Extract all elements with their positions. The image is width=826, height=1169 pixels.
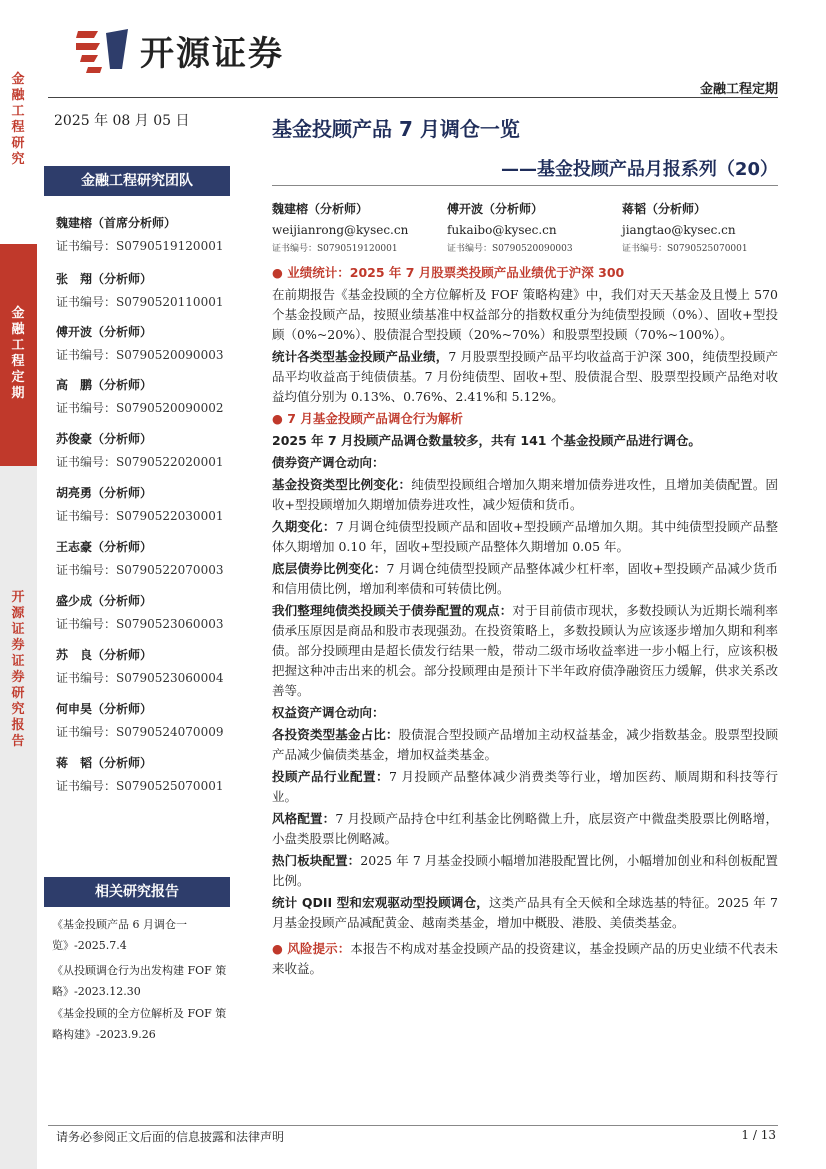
sidebar-top [0,0,37,244]
member-cert: 证书编号：S0790523060004 [56,671,224,685]
subheading: 债券资产调仓动向： [272,455,385,470]
member-name: 魏建榕（首席分析师） [56,216,177,230]
author-cert: 证书编号：S0790519120001 [272,244,398,254]
sidebar-top-label: 金融工程研究 [11,72,25,167]
author-email[interactable]: jiangtao@kysec.cn [622,223,736,237]
related-report[interactable]: 《从投顾调仓行为出发构建 FOF 策略》-2023.12.30 [52,964,227,998]
paragraph [272,347,778,407]
paragraph [272,559,778,599]
team-member [56,754,223,794]
risk-warning: ● 风险提示：本报告不构成对基金投顾产品的投资建议，基金投顾产品的历史业绩不代表未来收益。 [272,941,778,976]
member-cert: 证书编号：S0790520090003 [56,348,224,362]
brand-logo [76,26,284,75]
header-divider [48,97,778,98]
member-cert: 证书编号：S0790522070003 [56,563,224,577]
paragraph [272,517,778,557]
member-cert: 证书编号：S0790520090002 [56,401,224,415]
lead-text: 基金投资类型比例变化： [272,477,412,492]
member-name: 胡亮勇（分析师） [56,486,153,500]
lead-text: 统计 QDII 型和宏观驱动型投顾调仓， [272,895,489,910]
author-2 [447,200,573,254]
author-name: 傅开波（分析师） [447,202,544,216]
member-cert: 证书编号：S0790525070001 [56,779,224,793]
team-heading: 金融工程研究团队 [44,166,230,196]
author-cert: 证书编号：S0790525070001 [622,244,748,254]
lead-text: 久期变化： [272,519,336,534]
section-1-title: 业绩统计：2025 年 7 月股票类投顾产品业绩优于沪深 300 [287,265,625,280]
sidebar-bottom [0,466,37,1169]
author-email[interactable]: fukaibo@kysec.cn [447,223,557,237]
author-name: 魏建榕（分析师） [272,202,369,216]
team-member [56,323,223,363]
page-title: 基金投顾产品 7 月调仓一览 [272,117,520,141]
paragraph [272,725,778,765]
body-text: 7 月投顾产品整体减少消费类等行业，增加医药、顺周期和科技等行业。 [272,769,778,804]
team-member [56,538,223,578]
paragraph [272,809,778,849]
body-text: 7 月股票型投顾产品平均收益高于沪深 300，纯债型投顾产品平均收益高于纯债债基。7 月份纯债型、固收+型、股债混合型、股票型投顾产品绝对收益均值分别为 0.13%、0.76%、2.41%和 5.12%。 [272,349,778,404]
member-name: 何申昊（分析师） [56,702,153,716]
lead-text: 我们整理纯债类投顾关于债券配置的观点： [272,603,513,618]
paragraph: 2025 年 7 月投顾产品调仓数量较多，共有 141 个基金投顾产品进行调仓。 [272,433,701,448]
related-report[interactable]: 《基金投顾产品 6 月调仓一览》-2025.7.4 [52,918,187,952]
author-1 [272,200,408,254]
team-member [56,646,223,686]
author-name: 蒋韬（分析师） [622,202,707,216]
risk-text: 本报告不构成对基金投顾产品的投资建议，基金投顾产品的历史业绩不代表未来收益。 [272,941,778,976]
member-cert: 证书编号：S0790519120001 [56,239,224,253]
member-name: 蒋 韬（分析师） [56,756,153,770]
footer-divider [48,1125,778,1126]
member-cert: 证书编号：S0790522020001 [56,455,224,469]
member-cert: 证书编号：S0790522030001 [56,509,224,523]
member-name: 傅开波（分析师） [56,325,153,339]
sidebar-middle [0,244,37,466]
paragraph: 在前期报告《基金投顾的全方位解析及 FOF 策略构建》中，我们对天天基金及且慢上 570 个基金投顾产品，按照业绩基准中权益部分的指数权重分为纯债型投顾（0%）、固收+型投顾（0%~20%）、股债混合型投顾（20%~70%）和股票型投顾（70%~100%）。 [272,287,778,342]
brand-name: 开源证券 [140,34,284,74]
team-member [56,270,223,310]
author-3 [622,200,748,254]
paragraph [272,475,778,515]
sidebar-middle-label: 金融工程定期 [11,306,25,401]
body-text: 7 月投顾产品持仓中红利基金比例略微上升，底层资产中微盘类股票比例略增，小盘类股票比例略减。 [272,811,778,846]
body-text: 2025 年 7 月基金投顾小幅增加港股配置比例，小幅增加创业和科创板配置比例。 [272,853,778,888]
member-name: 盛少成（分析师） [56,594,153,608]
team-member [56,592,223,632]
team-member [56,376,223,416]
sidebar [0,0,37,1169]
sidebar-bottom-label: 开源证券证券研究报告 [11,590,25,749]
paragraph [272,767,778,807]
team-member [56,214,223,254]
lead-text: 各投资类型基金占比： [272,727,399,742]
body-text: 对于目前债市现状，多数投顾认为近期长端利率债承压原因是商品和股市表现强劲。在投资策略上，多数投顾认为应该逐步增加久期和利率债。部分投顾理由是超长债发行结果一般，带动二级市场收益率进一步小幅上行，应该积极把握这种冲击出来的机会。部分投顾理由是预计下半年政府债净融资压力缓解，供求关系改善等。 [272,603,778,698]
section-heading: ● 业绩统计：2025 年 7 月股票类投顾产品业绩优于沪深 300 [272,265,625,280]
related-heading: 相关研究报告 [44,877,230,907]
report-type: 金融工程定期 [699,82,778,97]
related-report[interactable]: 《基金投顾的全方位解析及 FOF 策略构建》-2023.9.26 [52,1007,227,1041]
main-content [272,263,778,981]
risk-label: 风险提示： [287,941,351,956]
subtitle-divider [272,185,778,186]
body-text: 7 月调仓纯债型投顾产品和固收+型投顾产品增加久期。其中纯债型投顾产品整体久期增加 0.10 年，固收+型投顾产品整体久期增加 0.05 年。 [272,519,778,554]
report-date: 2025 年 08 月 05 日 [54,113,190,129]
section-heading: ● 7 月基金投顾产品调仓行为解析 [272,411,463,426]
team-member [56,484,223,524]
member-name: 张 翔（分析师） [56,272,153,286]
lead-text: 热门板块配置： [272,853,361,868]
member-cert: 证书编号：S0790524070009 [56,725,224,739]
member-name: 苏俊豪（分析师） [56,432,153,446]
subheading: 权益资产调仓动向： [272,705,385,720]
footer-disclaimer: 请务必参阅正文后面的信息披露和法律声明 [56,1130,285,1144]
lead-text: 底层债券比例变化： [272,561,387,576]
body-text: 这类产品具有全天候和全球选基的特征。2025 年 7 月基金投顾产品减配黄金、越南类基金，增加中概股、港股、美债类基金。 [272,895,778,930]
lead-text: 投顾产品行业配置： [272,769,390,784]
paragraph [272,893,778,933]
team-member [56,700,223,740]
body-text: 纯债型投顾组合增加久期来增加债券进攻性，且增加美债配置。固收+型投顾增加久期增加债券进攻性，减少短债和货币。 [272,477,778,512]
member-name: 王志豪（分析师） [56,540,153,554]
author-cert: 证书编号：S0790520090003 [447,244,573,254]
member-cert: 证书编号：S0790520110001 [56,295,224,309]
member-name: 苏 良（分析师） [56,648,153,662]
lead-text: 统计各类型基金投顾产品业绩， [272,349,449,364]
body-text: 股债混合型投顾产品增加主动权益基金，减少指数基金。股票型投顾产品减少偏债类基金，增加权益类基金。 [272,727,778,762]
member-name: 高 鹏（分析师） [56,378,153,392]
section-2-title: 7 月基金投顾产品调仓行为解析 [287,411,463,426]
team-member [56,430,223,470]
paragraph [272,601,778,701]
logo-mark-icon [76,29,130,73]
page-number: 1 / 13 [741,1128,776,1142]
body-text: 7 月调仓纯债型投顾产品整体减少杠杆率，固收+型投顾产品减少货币和信用债比例，增加利率债和可转债比例。 [272,561,778,596]
paragraph [272,851,778,891]
page-subtitle: ——基金投顾产品月报系列（20） [500,159,778,180]
author-email[interactable]: weijianrong@kysec.cn [272,223,409,237]
lead-text: 风格配置： [272,811,336,826]
member-cert: 证书编号：S0790523060003 [56,617,224,631]
